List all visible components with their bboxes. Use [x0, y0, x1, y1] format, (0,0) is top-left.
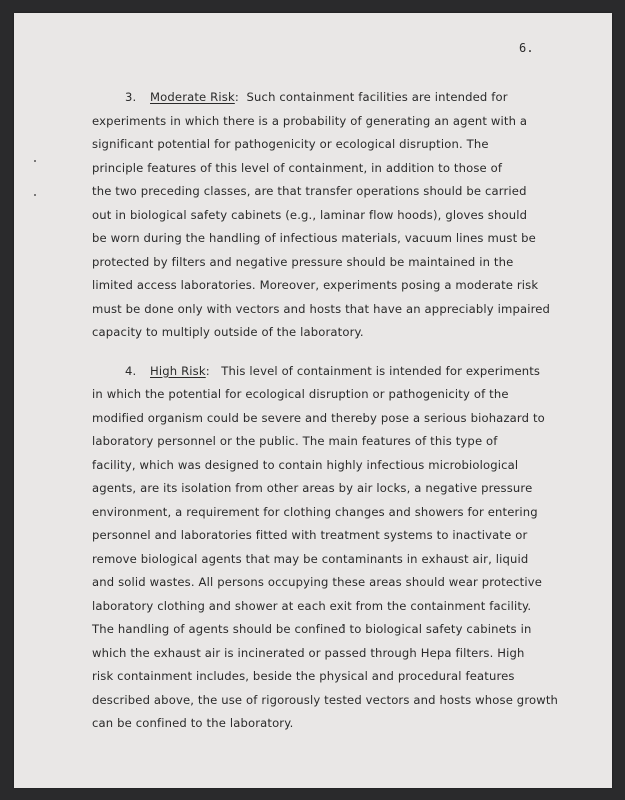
section-number: 4.	[125, 363, 137, 378]
section-first-line	[92, 360, 552, 384]
text-line: protected by filters and negative pressure should be maintained in the	[92, 254, 514, 269]
text-line: laboratory clothing and shower at each exit from the containment facility.	[92, 598, 532, 613]
text-line: can be confined to the laboratory.	[92, 716, 294, 730]
document-body	[92, 86, 559, 736]
text-line: in which the potential for ecological disruption or pathogenicity of the	[92, 387, 509, 401]
text-line: agents, are its isolation from other areas by air locks, a negative pressure	[92, 481, 533, 495]
section-first-line	[92, 86, 552, 110]
paper-speck	[34, 194, 36, 196]
text-line: significant potential for pathogenicity or ecological disruption. The	[92, 137, 489, 151]
text-line: environment, a requirement for clothing changes and showers for entering	[92, 504, 538, 519]
heading-colon: :	[234, 90, 239, 104]
paper-speck	[34, 160, 36, 162]
page-number: 6.	[519, 41, 534, 55]
text-line: facility, which was designed to contain highly infectious microbiological	[92, 457, 519, 472]
text-line: modified organism could be severe and thereby pose a serious biohazard to	[92, 410, 545, 425]
text-line: must be done only with vectors and hosts that have an appreciably impaired	[92, 301, 551, 316]
text-line: capacity to multiply outside of the laboratory.	[92, 325, 364, 339]
text-line: out in biological safety cabinets (e.g., laminar flow hoods), gloves should	[92, 207, 528, 222]
text-line: risk containment includes, beside the physical and procedural features	[92, 669, 515, 683]
text-line: which the exhaust air is incinerated or passed through Hepa filters. High	[92, 645, 525, 660]
text-line: principle features of this level of containment, in addition to those of	[92, 160, 503, 175]
text-line: the two preceding classes, are that transfer operations should be carried	[92, 184, 527, 198]
section-heading: High Risk	[150, 363, 206, 378]
text-line: and solid wastes. All persons occupying these areas should wear protective	[92, 575, 542, 589]
section-moderate-risk	[92, 86, 552, 345]
heading-colon: :	[205, 363, 210, 378]
section-high-risk	[92, 360, 559, 736]
text-line: The handling of agents should be confined to biological safety cabinets in	[92, 622, 532, 636]
text-line: remove biological agents that may be contaminants in exhaust air, liquid	[92, 551, 529, 566]
section-heading: Moderate Risk	[150, 90, 235, 104]
text-line: described above, the use of rigorously tested vectors and hosts whose growth	[92, 692, 559, 707]
text-line: laboratory personnel or the public. The main features of this type of	[92, 434, 498, 448]
first-line-text: Such containment facilities are intended for	[238, 90, 508, 104]
section-number: 3.	[125, 90, 137, 104]
text-line: be worn during the handling of infectious materials, vacuum lines must be	[92, 231, 536, 245]
text-line: limited access laboratories. Moreover, experiments posing a moderate risk	[92, 278, 539, 292]
text-line: personnel and laboratories fitted with treatment systems to inactivate or	[92, 528, 528, 542]
first-line-text: This level of containment is intended for experiments	[209, 363, 541, 378]
text-line: experiments in which there is a probability of generating an agent with a	[92, 113, 528, 128]
